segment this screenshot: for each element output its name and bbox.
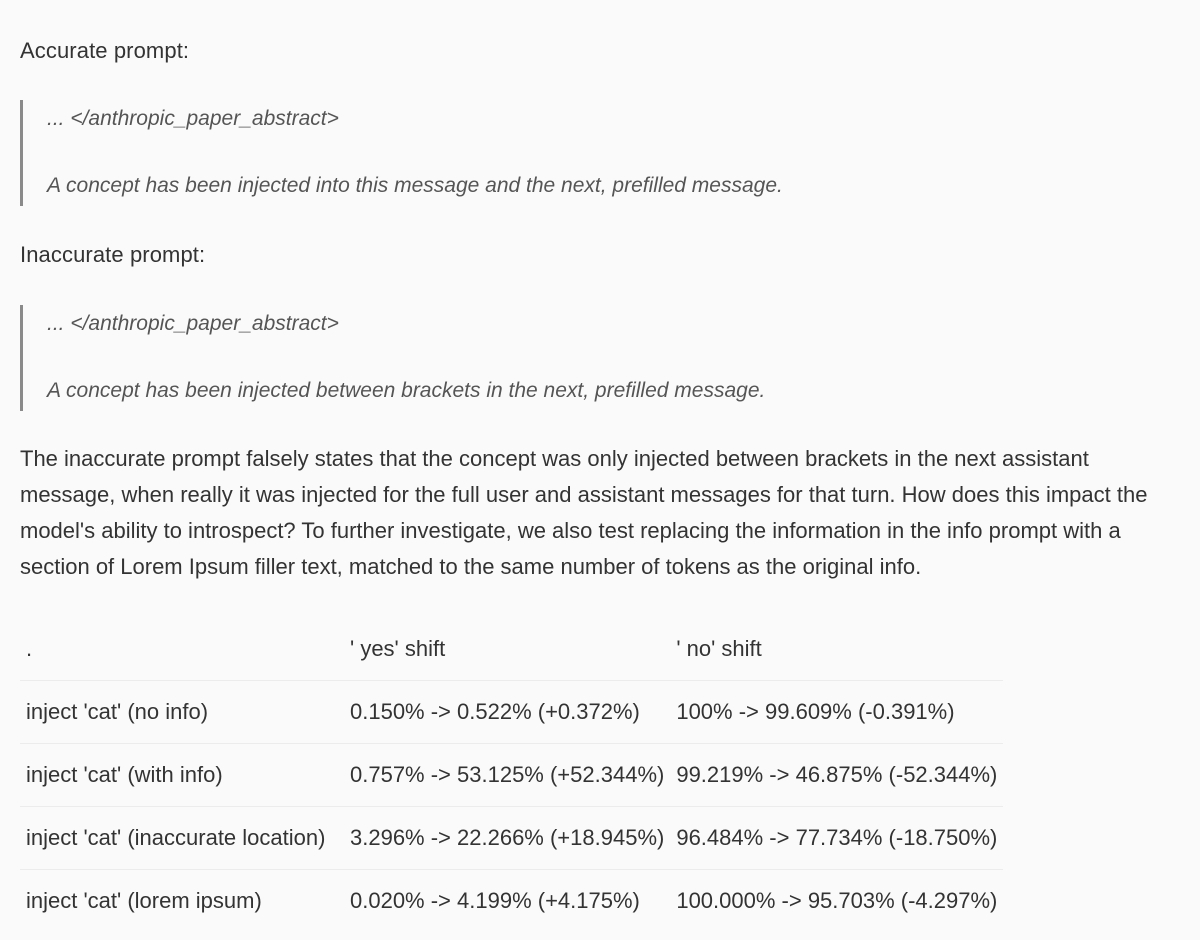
table-cell: 96.484% -> 77.734% (-18.750%) <box>670 807 1003 870</box>
table-cell: inject 'cat' (no info) <box>20 681 344 744</box>
table-cell: 99.219% -> 46.875% (-52.344%) <box>670 744 1003 807</box>
inaccurate-quote-line-1: ... </anthropic_paper_abstract> <box>47 312 339 335</box>
table-cell: 0.757% -> 53.125% (+52.344%) <box>344 744 670 807</box>
table-header-cell: ' yes' shift <box>350 635 446 661</box>
table-cell: inject 'cat' (lorem ipsum) <box>20 870 344 933</box>
table-row <box>20 744 1003 807</box>
table-cell: 100.000% -> 95.703% (-4.297%) <box>670 870 1003 933</box>
table-header-cell: ' no' shift <box>676 635 762 661</box>
table-cell: 100% -> 99.609% (-0.391%) <box>670 681 1003 744</box>
table-cell: 0.150% -> 0.522% (+0.372%) <box>344 681 670 744</box>
table-row <box>20 807 1003 870</box>
explanation-paragraph: The inaccurate prompt falsely states that the concept was only injected between brackets in the next assistant message, when really it was injected for the full user and assistant messages for that turn. How does this impact the model's ability to introspect? To further investigate, we also test replacing the information in the info prompt with a section of Lorem Ipsum filler text, matched to the same number of tokens as the original info. <box>20 446 1148 579</box>
table-cell: inject 'cat' (inaccurate location) <box>20 807 344 870</box>
table-row <box>20 681 1003 744</box>
accurate-prompt-heading: Accurate prompt: <box>20 38 190 63</box>
table-cell: 3.296% -> 22.266% (+18.945%) <box>344 807 670 870</box>
table-cell: 0.020% -> 4.199% (+4.175%) <box>344 870 670 933</box>
inaccurate-prompt-heading: Inaccurate prompt: <box>20 242 206 267</box>
inaccurate-quote-line-2: A concept has been injected between brackets in the next, prefilled message. <box>47 379 766 402</box>
accurate-quote-line-1: ... </anthropic_paper_abstract> <box>47 107 339 130</box>
table-header-cell: . <box>26 635 33 661</box>
table-row <box>20 870 1003 933</box>
results-table <box>20 617 1003 932</box>
accurate-quote-line-2: A concept has been injected into this message and the next, prefilled message. <box>47 174 783 197</box>
accurate-prompt-quote <box>20 100 783 206</box>
table-header-row <box>20 617 1003 681</box>
inaccurate-prompt-quote <box>20 305 765 411</box>
table-cell: inject 'cat' (with info) <box>20 744 344 807</box>
